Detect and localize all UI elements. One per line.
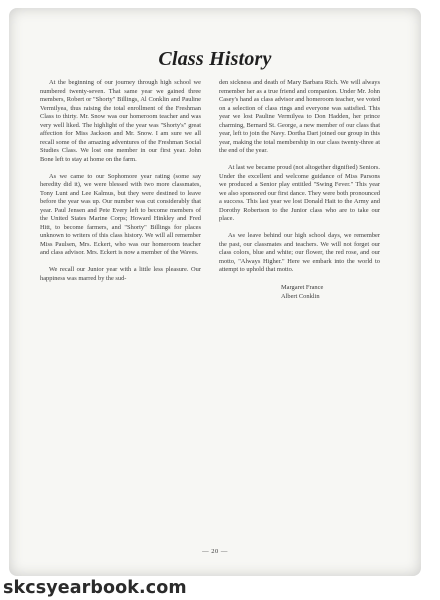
paragraph: At the beginning of our journey through high school we numbered twenty-seven. That same year we gained three members, Robert or "Shorty" Billings, Al Conklin and Pauline Vermilyea, thus raising the total enrollment of the Freshman Class to thirty. Mr. Snow was our homeroom teacher and was very well liked. The highlight of the year was "Shorty's" great affection for Miss Jackson and Mr. Snow. I am sure we all recall some of the amazing adventures of the Freshman Social Studies Class. We lost one member in our first year. John Bone left to stay at home on the farm. (40, 79, 201, 163)
paragraph: At last we became proud (not altogether dignified) Seniors. Under the excellent and welcome guidance of Miss Parsons we produced a Senior play entitled "Swing Fever." This year we also sponsored our first dance. They were both pronounced a success. This last year we lost Donald Hait to the Army and Dorothy Robertson to the Junior class who are to take our place. (219, 164, 380, 222)
site-watermark: skcsyearbook.com (0, 577, 440, 600)
author-name: Margaret France (281, 284, 324, 291)
author-name: Albert Conklin (281, 293, 320, 300)
signature-block (219, 283, 380, 301)
yearbook-page (9, 8, 421, 576)
paragraph: den sickness and death of Mary Barbara Rich. We will always remember her as a true friend and companion. Under Mr. John Casey's hand as class advisor and homeroom teacher, we voted on a selection of class rings and everyone was satisfied. This year we lost Pauline Vermilyea to Don Hadden, her prince charming, Bernard St. George, a new member of our class that year, left to join the Navy. Dortha Dart joined our group in this year, making the total membership in our class twenty-three at the end of the year. (219, 79, 380, 154)
page-number: — 20 — (202, 548, 228, 555)
right-text-column (219, 79, 380, 301)
left-text-column (40, 79, 201, 292)
paragraph: As we came to our Sophomore year rating (some say heredity did it), we were blessed with two more classmates, Tony Lunt and Lee Kalmus, but they were destined to leave before the year was up. Our number was cut considerably that year. Paul Jensen and Pete Every left to become members of the United States Marine Corps; Howard Hinkley and Fred Hitt, to become farmers, and "Shorty" Billings for places unknown to writers of this class history. We will all remember Miss Paulsen, Mrs. Eckert, who was our homeroom teacher and class advisor. Mrs. Eckert is now a member of the Waves. (40, 172, 201, 256)
paragraph: As we leave behind our high school days, we remember the past, our classmates and teachers. We will not forget our class colors, blue and white; our flower, the red rose, and our motto, "Always Higher." Here we embark into the world to attempt to uphold that motto. (219, 232, 380, 273)
page-title: Class History (158, 48, 272, 70)
paragraph: We recall our Junior year with a little less pleasure. Our happiness was marred by the sud- (40, 266, 201, 282)
